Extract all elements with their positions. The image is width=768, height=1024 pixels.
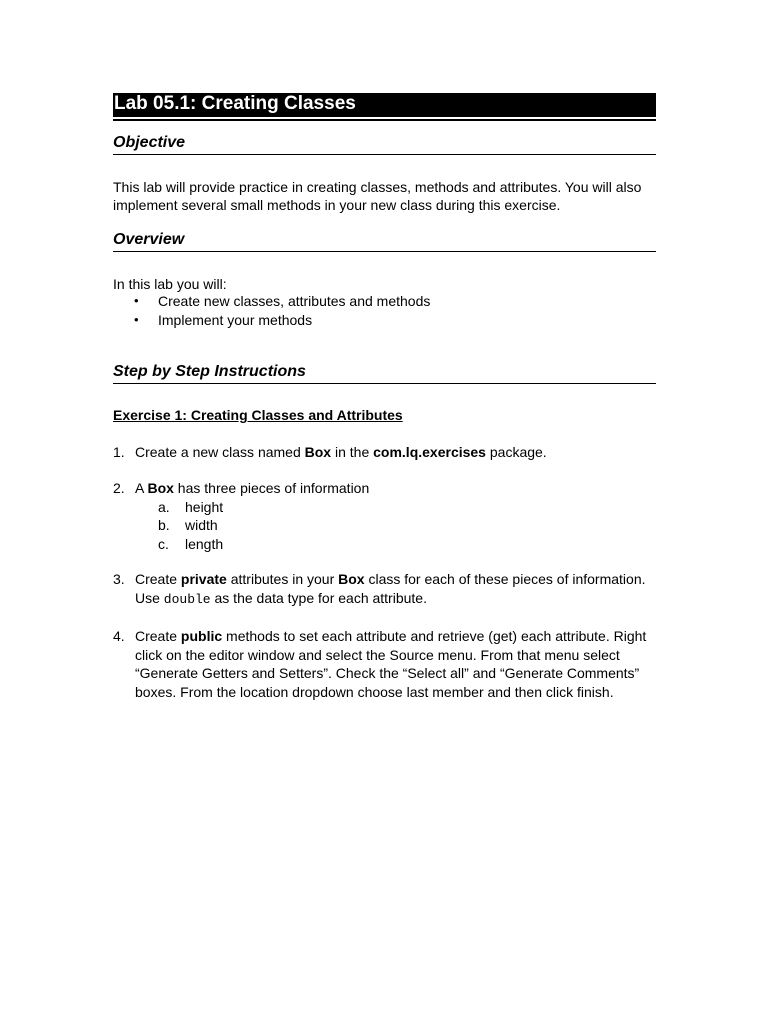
step-body <box>135 479 655 553</box>
step-text: Create <box>135 628 181 644</box>
step-text: as the data type for each attribute. <box>210 589 427 606</box>
list-text: width <box>185 517 218 533</box>
step-text: Create <box>135 571 181 587</box>
list-item <box>135 516 655 535</box>
package-name: com.lq.exercises <box>373 444 486 460</box>
list-item <box>135 498 655 517</box>
step-text: has three pieces of information <box>173 480 370 496</box>
bullet-text: Implement your methods <box>158 312 313 328</box>
step-text: methods to set each attribute and retrieve (get) each attribute. Right click on the editor window and select the Source menu. From that menu select “Generate Getters and Setters”. Check the “Select all” and “Generate Comments” boxes. From the location dropdown choose last member and then click finish. <box>135 628 647 700</box>
step-number: 2. <box>113 480 125 496</box>
code-type: double <box>163 591 211 607</box>
step-number: 4. <box>113 628 125 644</box>
step-text: in the <box>331 444 374 460</box>
step-text: class for each of these pieces of information. Use <box>135 571 646 606</box>
step-text: package. <box>485 444 547 460</box>
overview-intro: In this lab you will: <box>113 276 227 292</box>
step-3 <box>113 570 656 609</box>
list-letter: c. <box>158 535 169 552</box>
step-4 <box>113 627 656 701</box>
step-number: 3. <box>113 571 125 587</box>
step-text: A <box>135 480 148 496</box>
step-2 <box>113 479 656 553</box>
overview-bullet-list <box>113 292 656 330</box>
overview-heading: Overview <box>113 230 656 252</box>
bullet-icon: • <box>134 312 139 327</box>
class-name: Box <box>304 444 332 460</box>
modifier-keyword: private <box>180 571 227 587</box>
list-item <box>113 311 656 330</box>
title-rule <box>113 119 656 121</box>
instructions-heading: Step by Step Instructions <box>113 362 656 384</box>
list-text: length <box>185 535 224 552</box>
list-text: height <box>185 498 224 515</box>
step-body <box>135 627 655 701</box>
class-name: Box <box>338 571 365 587</box>
class-name: Box <box>147 480 174 496</box>
step-body <box>135 443 655 462</box>
step-body <box>135 570 655 609</box>
objective-text: This lab will provide practice in creating classes, methods and attributes. You will also implement several small methods in your new class during this exercise. <box>113 179 642 213</box>
bullet-icon: • <box>134 293 139 308</box>
step-text: attributes in your <box>226 571 339 587</box>
list-item <box>113 292 656 311</box>
list-item <box>135 535 655 554</box>
exercise-heading: Exercise 1: Creating Classes and Attributes <box>113 407 403 423</box>
list-letter: a. <box>158 498 170 515</box>
modifier-keyword: public <box>180 628 223 644</box>
lab-title: Lab 05.1: Creating Classes <box>113 93 656 117</box>
step-text: Create a new class named <box>135 444 305 460</box>
attribute-list <box>135 498 655 554</box>
list-letter: b. <box>158 517 170 533</box>
step-number: 1. <box>113 444 125 460</box>
objective-heading: Objective <box>113 133 656 155</box>
step-1 <box>113 443 656 462</box>
bullet-text: Create new classes, attributes and methods <box>158 293 431 309</box>
